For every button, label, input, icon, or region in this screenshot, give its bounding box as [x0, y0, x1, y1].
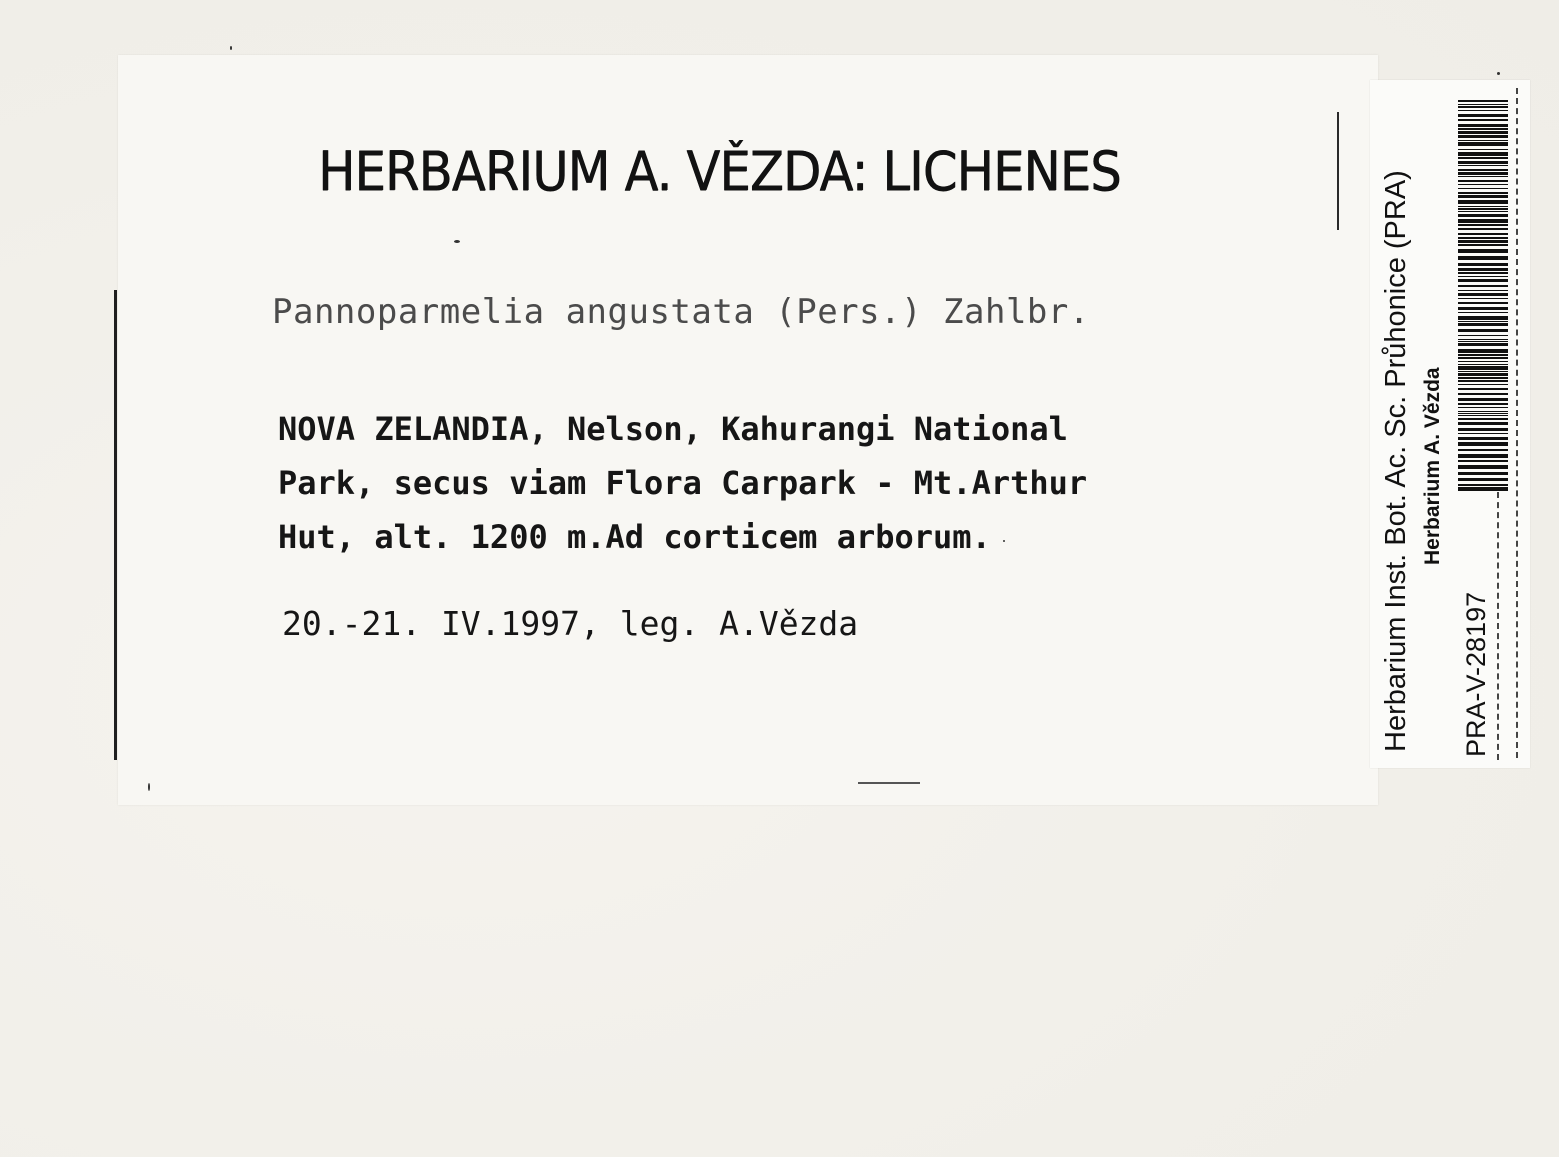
barcode-bar: [1458, 307, 1508, 310]
barcode-bar: [1458, 323, 1508, 326]
barcode-bar: [1458, 142, 1508, 146]
barcode-bar: [1458, 364, 1508, 365]
barcode-bar: [1458, 361, 1508, 362]
barcode-bar: [1458, 285, 1508, 287]
speck: [1497, 72, 1500, 75]
barcode-bar: [1458, 293, 1508, 296]
barcode-bar: [1458, 373, 1508, 376]
barcode-bar: [1458, 192, 1508, 194]
barcode-bar: [1458, 418, 1508, 420]
barcode-bar: [1458, 228, 1508, 230]
collection-date-collector: 20.-21. IV.1997, leg. A.Vězda: [282, 604, 859, 643]
barcode-bar: [1458, 233, 1508, 235]
institution-name: Herbarium Inst. Bot. Ac. Sc. Průhonice (PRA): [1380, 170, 1412, 752]
slip-right-dashed-rule: [1516, 88, 1518, 758]
barcode-bar: [1458, 484, 1508, 486]
barcode-bar: [1458, 321, 1508, 322]
barcode-bar: [1458, 329, 1508, 332]
barcode-bar: [1458, 302, 1508, 304]
locality-text: [278, 402, 1087, 564]
barcode-bar: [1458, 104, 1508, 105]
barcode-bar: [1458, 380, 1508, 382]
barcode-bar: [1458, 341, 1508, 342]
label-bottom-dash: [858, 782, 920, 784]
label-header: HERBARIUM A. VĚZDA: LICHENES: [318, 140, 1121, 203]
barcode-bar: [1458, 114, 1508, 117]
locality-line: NOVA ZELANDIA, Nelson, Kahurangi National: [278, 410, 1068, 448]
barcode-bar: [1458, 100, 1508, 102]
barcode-bar: [1458, 298, 1508, 299]
barcode-bar: [1458, 276, 1508, 277]
barcode-bar: [1458, 357, 1508, 359]
barcode-bar: [1458, 172, 1508, 175]
barcode-bar: [1458, 244, 1508, 246]
barcode-bar: [1458, 354, 1508, 356]
barcode-bar: [1458, 135, 1508, 138]
barcode-bar: [1458, 366, 1508, 370]
barcode-bar: [1458, 398, 1508, 401]
barcode-bar: [1458, 206, 1508, 207]
barcode-bar: [1458, 169, 1508, 171]
barcode-bar: [1458, 106, 1508, 108]
barcode-bar: [1458, 249, 1508, 253]
barcode-bar: [1458, 343, 1508, 346]
label-left-rule: [114, 290, 117, 760]
barcode-bar: [1458, 437, 1508, 440]
collection-name: Herbarium A. Vězda: [1421, 367, 1444, 565]
barcode-bar: [1458, 478, 1508, 481]
barcode-bar: [1458, 237, 1508, 239]
barcode-bar: [1458, 403, 1508, 405]
barcode-bar: [1458, 433, 1508, 434]
barcode-bar: [1458, 157, 1508, 159]
barcode-bar: [1458, 279, 1508, 282]
barcode-bar: [1458, 152, 1508, 156]
barcode-bar: [1458, 219, 1508, 223]
barcode-bar: [1458, 316, 1508, 320]
barcode-icon: [1458, 100, 1508, 492]
barcode-bar: [1458, 211, 1508, 212]
speck: [454, 240, 460, 243]
barcode-bar: [1458, 454, 1508, 458]
barcode-bar: [1458, 335, 1508, 336]
barcode-bar: [1458, 393, 1508, 395]
barcode-bar: [1458, 224, 1508, 226]
label-right-tick: [1337, 112, 1339, 230]
barcode-bar: [1458, 188, 1508, 189]
specimen-id: PRA-V-28197: [1461, 591, 1491, 757]
barcode-bar: [1458, 428, 1508, 431]
barcode-bar: [1458, 442, 1508, 446]
barcode-bar: [1458, 312, 1508, 313]
barcode-bar: [1458, 165, 1508, 166]
locality-line: Park, secus viam Flora Carpark - Mt.Arthur: [278, 464, 1088, 502]
barcode-bar: [1458, 413, 1508, 414]
barcode-bar: [1458, 377, 1508, 379]
barcode-bar: [1458, 124, 1508, 127]
barcode-bar: [1458, 140, 1508, 141]
barcode-bar: [1458, 272, 1508, 274]
barcode-bar: [1458, 240, 1508, 243]
barcode-bar: [1458, 465, 1508, 469]
barcode-bar: [1458, 214, 1508, 217]
barcode-bar: [1458, 161, 1508, 164]
barcode-bar: [1458, 200, 1508, 204]
barcode-bar: [1458, 339, 1508, 340]
speck: [148, 783, 150, 791]
slip-inner-dashed-rule: [1497, 492, 1499, 760]
barcode-bar: [1458, 384, 1508, 385]
barcode-bar: [1458, 110, 1508, 111]
barcode-bar: [1458, 472, 1508, 475]
barcode-bar: [1458, 176, 1508, 177]
speck: [230, 46, 232, 50]
barcode-bar: [1458, 195, 1508, 198]
barcode-bar: [1458, 407, 1508, 408]
barcode-bar: [1458, 449, 1508, 451]
barcode-bar: [1458, 263, 1508, 266]
barcode-bar: [1458, 388, 1508, 390]
barcode-bar: [1458, 131, 1508, 134]
barcode-bar: [1458, 349, 1508, 353]
barcode-bar: [1458, 180, 1508, 182]
barcode-bar: [1458, 208, 1508, 210]
locality-line: Hut, alt. 1200 m.Ad corticem arborum.: [278, 518, 991, 556]
barcode-bar: [1458, 422, 1508, 425]
barcode-bar: [1458, 290, 1508, 291]
barcode-bar: [1458, 256, 1508, 260]
barcode-bar: [1458, 268, 1508, 271]
barcode-bar: [1458, 371, 1508, 372]
barcode-bar: [1458, 184, 1508, 185]
barcode-bar: [1458, 411, 1508, 412]
barcode-bar: [1458, 460, 1508, 462]
species-name: Pannoparmelia angustata (Pers.) Zahlbr.: [272, 292, 1090, 332]
barcode-bar: [1458, 415, 1508, 416]
barcode-bar: [1458, 487, 1508, 491]
barcode-bar: [1458, 119, 1508, 121]
barcode-bar: [1458, 149, 1508, 150]
barcode-bar: [1458, 128, 1508, 130]
